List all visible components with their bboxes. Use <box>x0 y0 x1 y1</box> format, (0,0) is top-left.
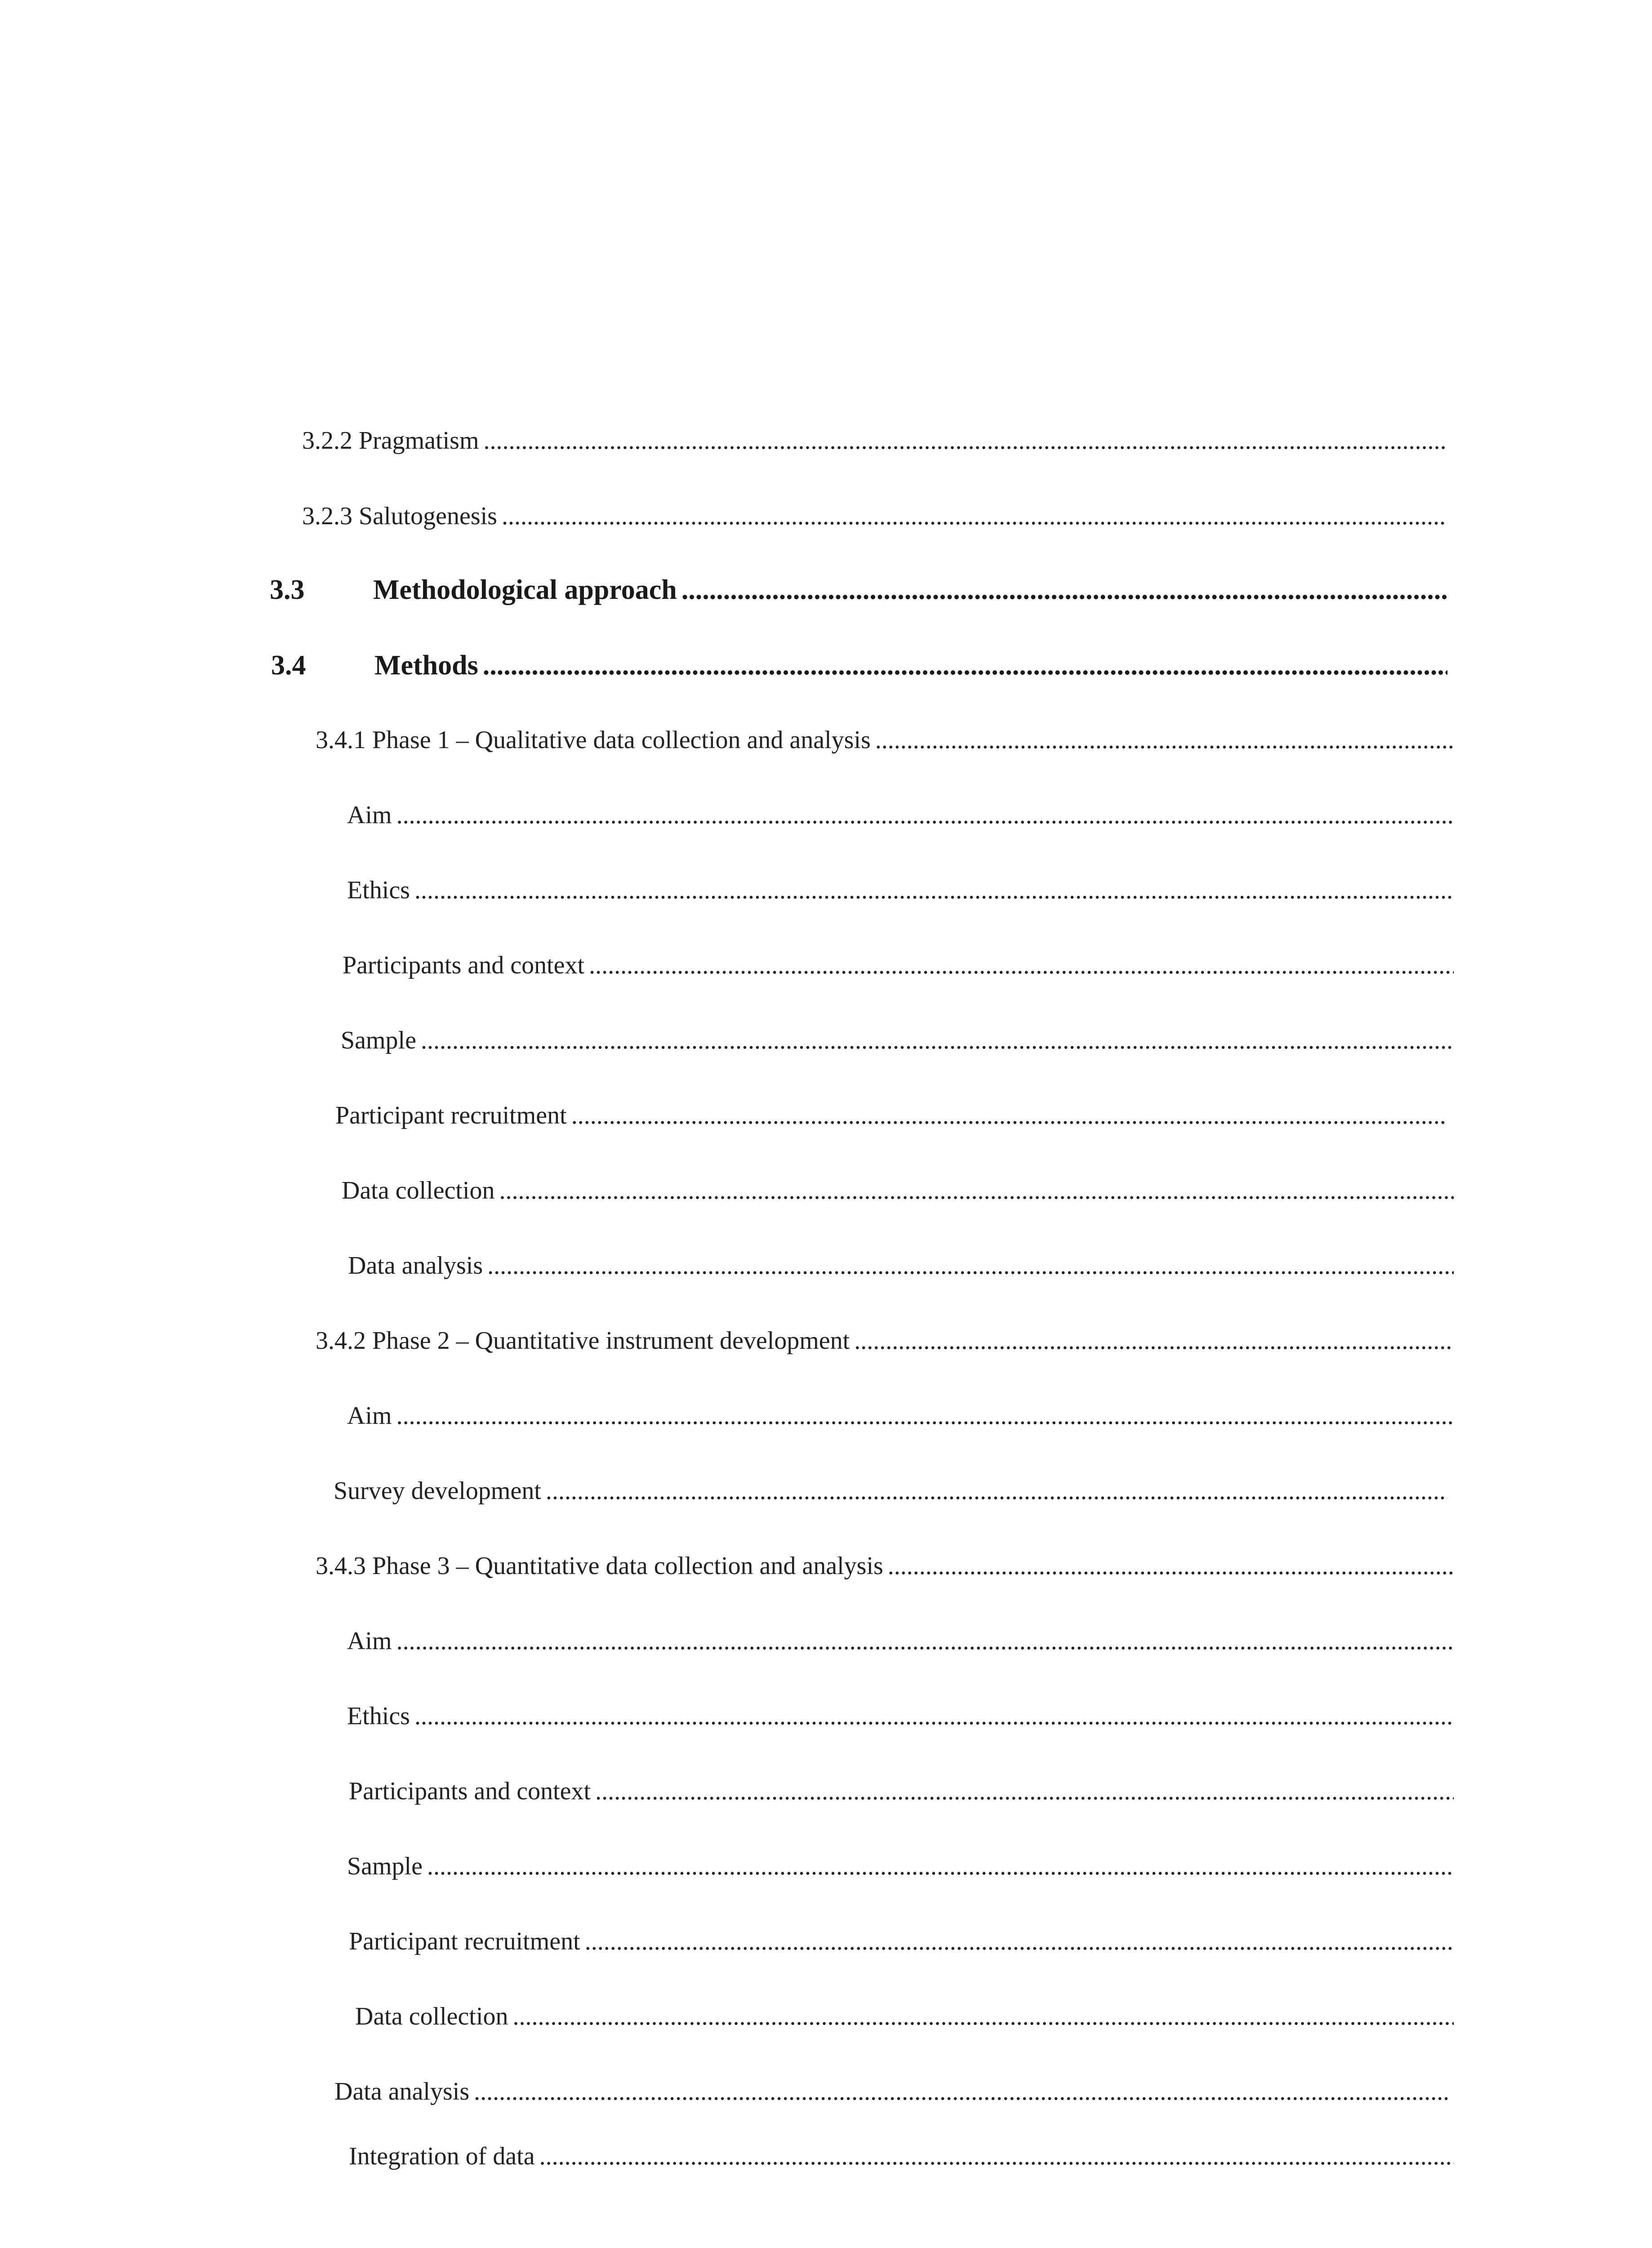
toc-entry-survey-development[interactable] <box>334 1473 1447 1509</box>
toc-entry-title: Ethics <box>347 1702 410 1730</box>
toc-entry-aim[interactable] <box>347 1623 1454 1659</box>
toc-entry-title: Aim <box>347 1627 392 1655</box>
toc-entry-ethics[interactable] <box>347 872 1454 908</box>
toc-entry-title: Data analysis <box>348 1252 483 1280</box>
dot-leader <box>414 1698 1454 1734</box>
dot-leader <box>502 498 1447 534</box>
toc-entry-title: Phase 2 – Quantitative instrument development <box>372 1327 850 1355</box>
dot-leader <box>589 947 1454 983</box>
toc-entry-3-4-2[interactable] <box>316 1323 1454 1359</box>
toc-entry-participants-and-context[interactable] <box>343 947 1454 983</box>
dot-leader <box>585 1923 1454 1959</box>
toc-entry-title: Survey development <box>334 1477 541 1505</box>
toc-entry-3-4[interactable] <box>271 647 1447 683</box>
toc-entry-3-4-3[interactable] <box>316 1548 1454 1584</box>
toc-entry-number: 3.2.2 <box>302 427 352 455</box>
toc-entry-number: 3.4.3 <box>316 1552 366 1580</box>
toc-entry-sample[interactable] <box>347 1848 1454 1884</box>
toc-entry-title: Phase 3 – Quantitative data collection and analysis <box>372 1552 883 1580</box>
toc-entry-title: Aim <box>347 1402 392 1430</box>
toc-entry-title: Pragmatism <box>359 427 479 455</box>
toc-entry-number: 3.3 <box>270 575 305 605</box>
dot-leader <box>499 1173 1454 1209</box>
toc-entry-3-3[interactable] <box>270 572 1447 608</box>
dot-leader <box>571 1097 1447 1133</box>
toc-entry-title: Data collection <box>355 2003 508 2030</box>
toc-entry-data-collection[interactable] <box>355 1998 1454 2034</box>
toc-entry-sample[interactable] <box>341 1022 1454 1058</box>
dot-leader <box>483 647 1447 683</box>
dot-leader <box>396 797 1454 833</box>
toc-entry-data-analysis[interactable] <box>348 1248 1454 1284</box>
dot-leader <box>681 572 1447 608</box>
dot-leader <box>539 2138 1454 2174</box>
toc-entry-number: 3.4.2 <box>316 1327 366 1355</box>
toc-entry-title: Participant recruitment <box>335 1102 567 1129</box>
toc-entry-title: Aim <box>347 801 392 829</box>
dot-leader <box>854 1323 1454 1359</box>
toc-entry-data-analysis[interactable] <box>334 2074 1447 2110</box>
toc-entry-number: 3.4.1 <box>316 726 366 754</box>
dot-leader <box>875 722 1454 758</box>
dot-leader <box>888 1548 1454 1584</box>
dot-leader <box>487 1248 1454 1284</box>
dot-leader <box>414 872 1454 908</box>
toc-entry-3-2-3[interactable] <box>302 498 1447 534</box>
toc-entry-title: Integration of data <box>349 2142 535 2170</box>
dot-leader <box>513 1998 1454 2034</box>
toc-entry-participant-recruitment[interactable] <box>349 1923 1454 1959</box>
dot-leader <box>396 1623 1454 1659</box>
toc-entry-title: Participants and context <box>349 1777 591 1805</box>
toc-entry-title: Methodological approach <box>373 575 677 605</box>
toc-entry-data-collection[interactable] <box>342 1173 1454 1209</box>
toc-entry-title: Salutogenesis <box>359 502 497 530</box>
toc-entry-ethics[interactable] <box>347 1698 1454 1734</box>
toc-entry-3-2-2[interactable] <box>302 423 1447 459</box>
toc-entry-aim[interactable] <box>347 797 1454 833</box>
toc-entry-3-4-1[interactable] <box>316 722 1454 758</box>
dot-leader <box>427 1848 1454 1884</box>
dot-leader <box>474 2074 1447 2110</box>
dot-leader <box>546 1473 1447 1509</box>
toc-entry-title: Participants and context <box>343 951 585 979</box>
toc-entry-title: Methods <box>374 650 478 681</box>
dot-leader <box>396 1398 1454 1434</box>
toc-entry-title: Ethics <box>347 876 410 904</box>
toc-entry-aim[interactable] <box>347 1398 1454 1434</box>
dot-leader <box>484 423 1447 459</box>
toc-entry-title: Phase 1 – Qualitative data collection and analysis <box>372 726 871 754</box>
toc-entry-participant-recruitment[interactable] <box>335 1097 1447 1133</box>
dot-leader <box>421 1022 1454 1058</box>
toc-entry-number: 3.2.3 <box>302 502 352 530</box>
toc-entry-participants-and-context[interactable] <box>349 1773 1454 1809</box>
toc-entry-title: Participant recruitment <box>349 1927 580 1955</box>
toc-entry-title: Sample <box>341 1026 416 1054</box>
dot-leader <box>595 1773 1454 1809</box>
toc-entry-number: 3.4 <box>271 650 306 681</box>
toc-entry-title: Data collection <box>342 1177 495 1204</box>
toc-entry-title: Data analysis <box>334 2078 470 2105</box>
toc-entry-integration-of-data[interactable] <box>349 2138 1454 2174</box>
toc-entry-title: Sample <box>347 1852 423 1880</box>
